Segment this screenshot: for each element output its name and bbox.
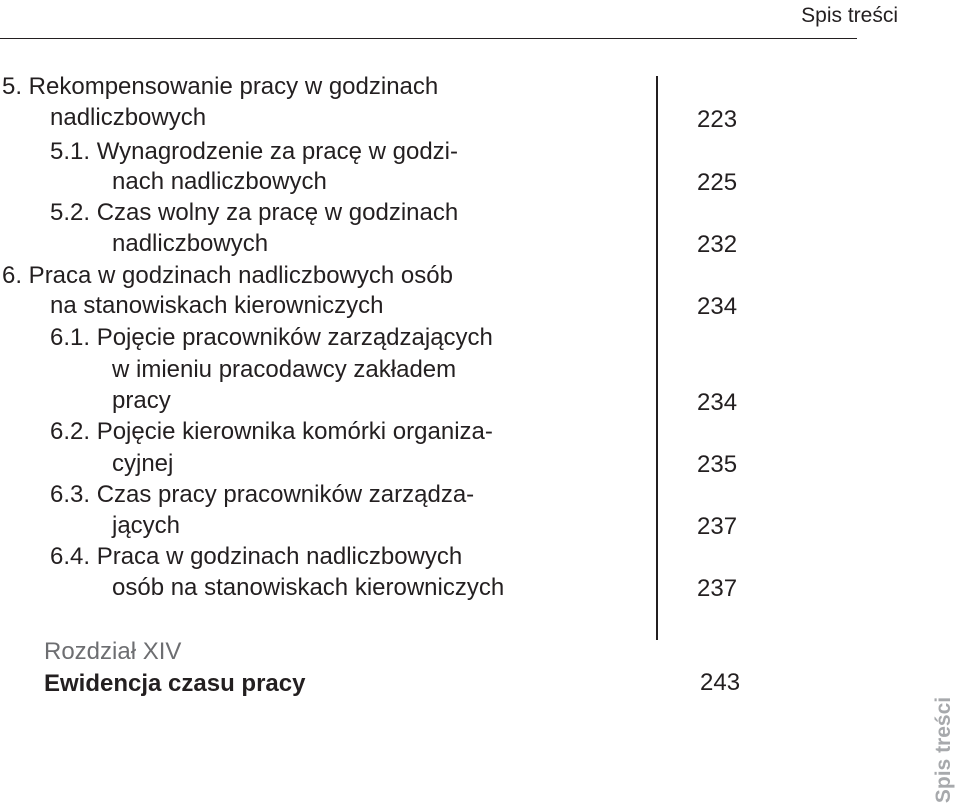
toc-page-number: 234 <box>697 389 738 416</box>
toc-entry-text: w imieniu pracodawcy zakładem <box>112 356 457 383</box>
toc-entry-text: 6.3. Czas pracy pracowników zarządza- <box>50 481 475 508</box>
chapter-title: Ewidencja czasu pracy <box>44 670 306 697</box>
toc-page-number: 237 <box>697 513 738 540</box>
side-tab-label: Spis treści <box>932 696 956 803</box>
toc-page-number: 237 <box>697 575 738 602</box>
toc-page-number: 225 <box>697 169 738 196</box>
toc-entry-text: 6.4. Praca w godzinach nadliczbowych <box>50 543 463 570</box>
toc-page-number: 232 <box>697 231 738 258</box>
toc-page-number: 235 <box>697 451 738 478</box>
toc-entry-text: 6. Praca w godzinach nadliczbowych osób <box>2 262 453 289</box>
chapter-page-number: 243 <box>700 669 741 696</box>
toc-entry-text: cyjnej <box>112 450 174 477</box>
toc-entry-text: 5. Rekompensowanie pracy w godzinach <box>2 73 439 100</box>
toc-entry-text: 6.2. Pojęcie kierownika komórki organiza- <box>50 418 493 445</box>
toc-entry-text: 5.2. Czas wolny za pracę w godzinach <box>50 199 459 226</box>
toc-entry-text: pracy <box>112 387 171 414</box>
toc-page-number: 223 <box>697 106 738 133</box>
toc-page-number: 234 <box>697 293 738 320</box>
toc-entry-text: 5.1. Wynagrodzenie za pracę w godzi- <box>50 138 458 165</box>
toc-entry-text: 6.1. Pojęcie pracowników zarządzających <box>50 324 493 351</box>
header-divider <box>0 38 857 39</box>
side-tab[interactable] <box>930 696 958 803</box>
toc-entry-text: nadliczbowych <box>112 230 269 257</box>
toc-entry-text: osób na stanowiskach kierowniczych <box>112 574 505 601</box>
toc-entry-text: na stanowiskach kierowniczych <box>50 292 384 319</box>
chapter-label: Rozdział XIV <box>44 638 182 665</box>
toc-entry-text: jących <box>112 512 181 539</box>
page-header-title: Spis treści <box>801 4 898 27</box>
page-number-column-divider <box>656 76 658 640</box>
toc-entry-text: nach nadliczbowych <box>112 168 327 195</box>
toc-entry-text: nadliczbowych <box>50 104 207 131</box>
